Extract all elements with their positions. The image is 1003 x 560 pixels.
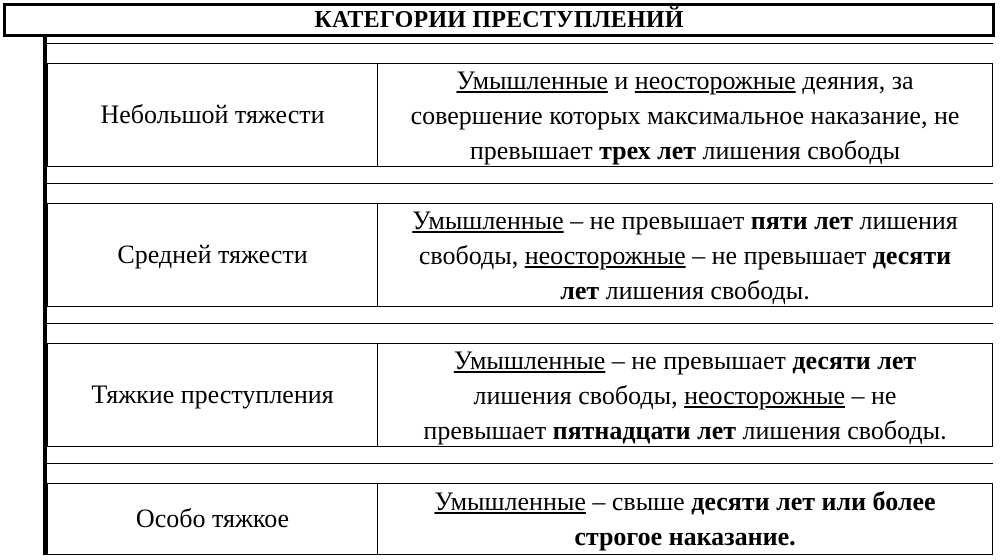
connector-rule <box>47 463 993 464</box>
category-row <box>47 63 993 167</box>
intent-term: Умышленные <box>434 487 586 516</box>
term-emphasis: строгое наказание. <box>574 522 796 551</box>
term-emphasis: десяти лет или более <box>691 487 936 516</box>
negligence-term: неосторожные <box>634 65 796 95</box>
description-text: – свыше <box>585 487 692 516</box>
category-row <box>47 483 993 555</box>
category-name <box>48 204 378 306</box>
connector-rule <box>47 43 993 44</box>
description-line <box>434 519 935 554</box>
connector-rule <box>47 183 993 184</box>
category-description <box>378 64 992 166</box>
description-line <box>412 203 958 238</box>
description-line <box>423 378 946 413</box>
connector-rule <box>47 323 993 324</box>
category-row <box>47 203 993 307</box>
description-text: совершение которых максимальное наказание, не <box>410 100 960 130</box>
category-name <box>48 484 378 554</box>
term-emphasis: пяти лет <box>750 205 853 235</box>
description-line <box>434 484 935 519</box>
term-emphasis: десяти лет <box>792 345 917 375</box>
description-line <box>411 63 960 98</box>
term-emphasis: трех лет <box>599 135 697 165</box>
intent-term: Умышленные <box>453 345 606 375</box>
description-line <box>412 238 958 273</box>
category-name-text: Тяжкие преступления <box>91 380 334 409</box>
term-emphasis: пятнадцати лет <box>552 415 737 445</box>
description-text: деяния, за <box>795 65 914 95</box>
description-text: свободы, <box>418 240 525 270</box>
description-text: лишения свободы. <box>599 275 810 305</box>
description-text: – не превышает <box>605 345 793 375</box>
term-emphasis: десяти <box>872 240 952 270</box>
description-text: и <box>607 65 635 95</box>
term-emphasis: лет <box>560 275 600 305</box>
negligence-term: неосторожные <box>524 240 686 270</box>
description-line <box>412 273 958 308</box>
category-name-text: Особо тяжкое <box>135 504 290 533</box>
diagram-title <box>3 3 995 37</box>
description-line <box>411 133 960 168</box>
description-line <box>423 413 946 448</box>
category-description <box>378 344 992 446</box>
description-text: превышает <box>469 135 600 165</box>
category-name-text: Средней тяжести <box>117 240 308 269</box>
category-name-text: Небольшой тяжести <box>100 100 325 129</box>
description-text: – не <box>845 380 897 410</box>
description-text: – не превышает <box>685 240 873 270</box>
negligence-term: неосторожные <box>684 380 845 410</box>
category-row <box>47 343 993 447</box>
category-name <box>48 344 378 446</box>
description-text: – не превышает <box>563 205 751 235</box>
intent-term: Умышленные <box>412 205 564 235</box>
diagram-title-text: КАТЕГОРИИ ПРЕСТУПЛЕНИЙ <box>314 6 684 33</box>
description-text: лишения свободы. <box>736 415 947 445</box>
intent-term: Умышленные <box>456 65 608 95</box>
category-name <box>48 64 378 166</box>
description-line <box>423 343 946 378</box>
description-line <box>411 98 960 133</box>
category-description <box>378 204 992 306</box>
description-text: лишения свободы <box>696 135 901 165</box>
description-text: лишения <box>853 205 958 235</box>
category-description <box>378 484 992 554</box>
description-text: лишения свободы, <box>473 380 685 410</box>
description-text: превышает <box>423 415 553 445</box>
